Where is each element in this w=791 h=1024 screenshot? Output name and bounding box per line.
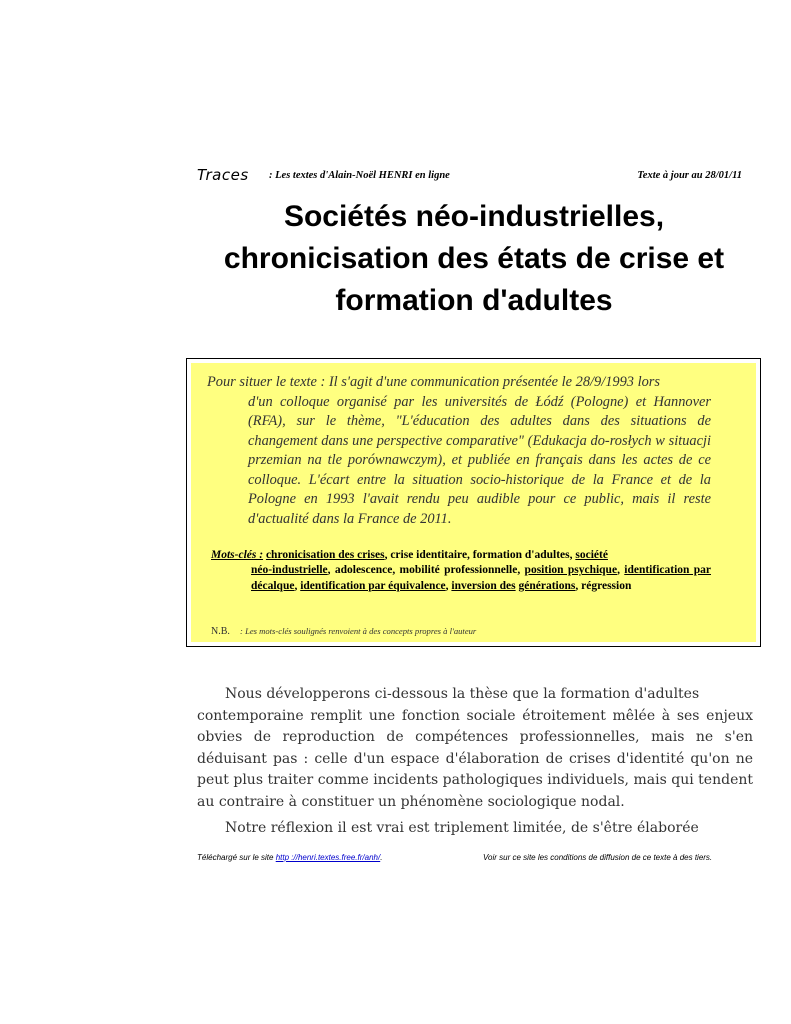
context-continuation: d'un colloque organisé par les universités de Łódź (Pologne) et Hannover (RFA), sur le thème, "L'éducation des adultes dans des situations de changement dans une perspective comparative" (Edukacja do-rosłych w situacji przemian na tle porównawczym), et publiée en français dans les actes de ce colloque. L'écart entre la situation socio-historique de la France et de la Pologne en 1993 l'avait rendu peu audible pour ce public, mais il reste d'actualité dans la France de 2011. bbox=[248, 393, 711, 527]
nb-text: : Les mots-clés soulignés renvoient à des concepts propres à l'auteur bbox=[237, 626, 477, 636]
paragraph-1 bbox=[197, 684, 753, 813]
paragraph-1-rest: contemporaine remplit une fonction sociale étroitement mêlée à ses enjeux obvies de reproduction de compétences professionnelles, mais ne s'en déduisant pas : celle d'un espace d'élaboration de crises d'identité qu'on ne peut plus traiter comme incidents pathologiques individuels, mais qui tendent au contraire à constituer un phénomène sociologique nodal. bbox=[197, 707, 753, 810]
title-line-2: chronicisation des états de crise et bbox=[223, 242, 725, 275]
page-header bbox=[197, 166, 742, 184]
keyword-separator: , adolescence, mobilité professionnelle, bbox=[327, 564, 525, 577]
keyword-separator: , bbox=[445, 579, 452, 592]
context-paragraph bbox=[207, 373, 711, 529]
keyword-identification-decalque: identification par décalque bbox=[251, 564, 711, 592]
keyword-societe: société bbox=[575, 549, 608, 561]
keyword-inversion: inversion des bbox=[451, 579, 516, 592]
keyword-separator: , bbox=[294, 579, 301, 592]
site-link[interactable]: http ://henri.textes.free.fr/anh/ bbox=[275, 853, 381, 862]
nb-label: N.B. bbox=[211, 626, 230, 637]
paragraph-1-first-line: Nous développerons ci-dessous la thèse que la formation d'adultes bbox=[225, 686, 700, 702]
footer-download bbox=[197, 853, 382, 862]
context-intro: Pour situer le texte : Il s'agit d'une communication présentée le 28/9/1993 lors bbox=[207, 374, 660, 390]
keyword-chronicisation: chronicisation des crises bbox=[265, 549, 385, 561]
keyword-position-psychique: position psychique bbox=[524, 564, 618, 577]
keyword-separator: , bbox=[617, 564, 620, 577]
body-paragraph-1 bbox=[197, 684, 753, 813]
keywords-continuation bbox=[211, 563, 711, 594]
keyword-identification-equivalence: identification par équivalence bbox=[300, 579, 446, 592]
keywords-block bbox=[211, 548, 711, 594]
footer-conditions: Voir sur ce site les conditions de diffusion de ce texte à des tiers. bbox=[483, 853, 713, 862]
keyword-neo-industrielle: néo-industrielle bbox=[251, 564, 328, 577]
nota-bene bbox=[211, 626, 476, 637]
body-paragraph-2: Notre réflexion il est vrai est triplement limitée, de s'être élaborée bbox=[225, 820, 699, 836]
keyword-separator: , régression bbox=[575, 579, 632, 592]
site-tagline: : Les textes d'Alain-Noël HENRI en ligne bbox=[269, 170, 450, 181]
context-highlight bbox=[191, 363, 756, 642]
keywords-label: Mots-clés : bbox=[211, 549, 264, 561]
context-box bbox=[186, 358, 761, 647]
document-title bbox=[180, 196, 768, 322]
update-date: Texte à jour au 28/01/11 bbox=[637, 170, 742, 181]
keyword-generations: générations bbox=[518, 579, 576, 592]
footer-left-end: . bbox=[380, 853, 383, 862]
footer-left-text: Téléchargé sur le site bbox=[197, 853, 276, 862]
title-line-1: Sociétés néo-industrielles, bbox=[283, 200, 665, 233]
site-brand: Traces bbox=[197, 166, 249, 184]
keyword-separator: , crise identitaire, formation d'adultes, bbox=[384, 549, 576, 561]
title-line-3: formation d'adultes bbox=[335, 284, 613, 317]
